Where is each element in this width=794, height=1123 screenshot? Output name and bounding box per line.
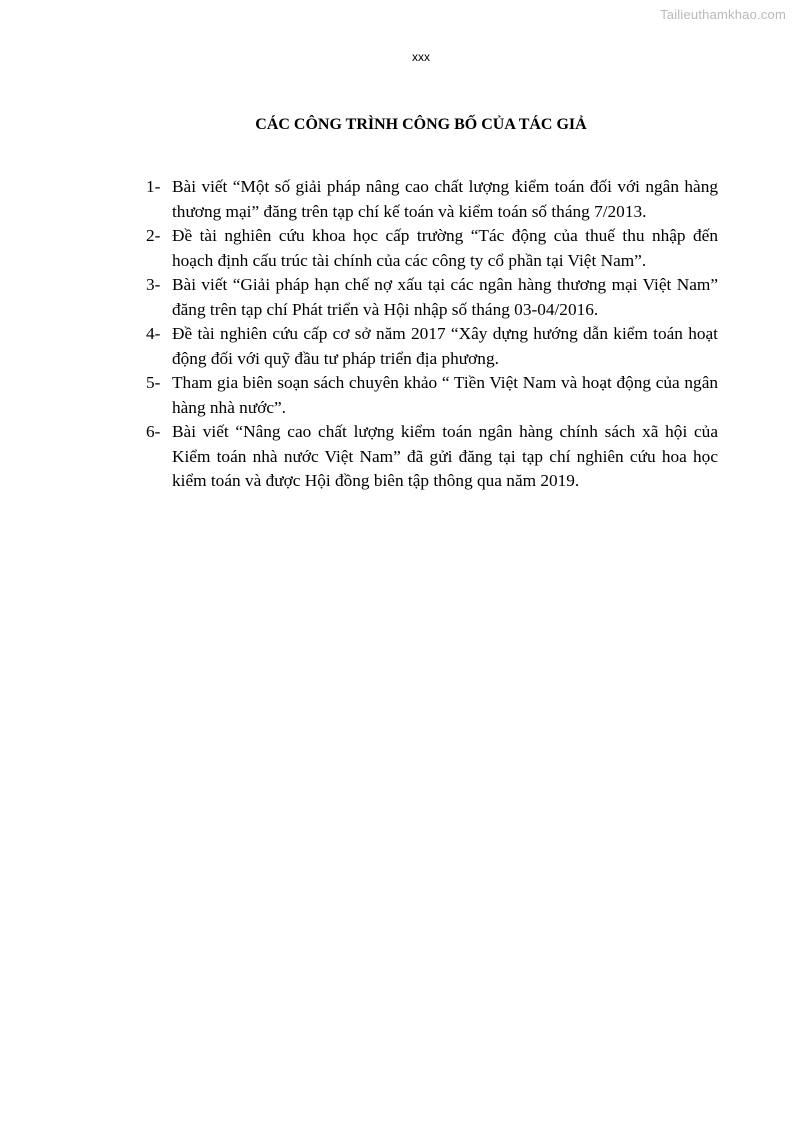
list-item-number: 4- (146, 324, 161, 343)
list-item-number: 1- (146, 177, 161, 196)
watermark: Tailieuthamkhao.com (660, 7, 786, 22)
list-item (146, 224, 718, 273)
list-item-number: 3- (146, 275, 161, 294)
list-item (146, 420, 718, 494)
list-item-text: Đề tài nghiên cứu cấp cơ sở năm 2017 “Xây dựng hướng dẫn kiểm toán hoạt động đối với quỹ đầu tư pháp triển địa phương. (172, 324, 718, 368)
list-item-text: Bài viết “Một số giải pháp nâng cao chất lượng kiểm toán đối với ngân hàng thương mại” đăng trên tạp chí kế toán và kiểm toán số tháng 7/2013. (172, 177, 718, 221)
list-item (146, 322, 718, 371)
list-item-text: Tham gia biên soạn sách chuyên khảo “ Tiền Việt Nam và hoạt động của ngân hàng nhà nước”. (172, 373, 718, 417)
page-title: CÁC CÔNG TRÌNH CÔNG BỐ CỦA TÁC GIẢ (255, 116, 587, 133)
list-item-text: Bài viết “Giải pháp hạn chế nợ xấu tại các ngân hàng thương mại Việt Nam” đăng trên tạp chí Phát triển và Hội nhập số tháng 03-04/2016. (172, 275, 718, 319)
page-number: xxx (412, 50, 430, 64)
publication-list (146, 175, 718, 494)
list-item-number: 6- (146, 422, 161, 441)
list-item (146, 273, 718, 322)
list-item (146, 371, 718, 420)
list-item-number: 2- (146, 226, 161, 245)
list-item-text: Đề tài nghiên cứu khoa học cấp trường “Tác động của thuế thu nhập đến hoạch định cấu trúc tài chính của các công ty cổ phần tại Việt Nam”. (172, 226, 718, 270)
list-item-number: 5- (146, 373, 161, 392)
list-item-text: Bài viết “Nâng cao chất lượng kiểm toán ngân hàng chính sách xã hội của Kiểm toán nhà nước Việt Nam” đã gửi đăng tại tạp chí nghiên cứu hoa học kiểm toán và được Hội đồng biên tập thông qua năm 2019. (172, 422, 718, 490)
list-item (146, 175, 718, 224)
